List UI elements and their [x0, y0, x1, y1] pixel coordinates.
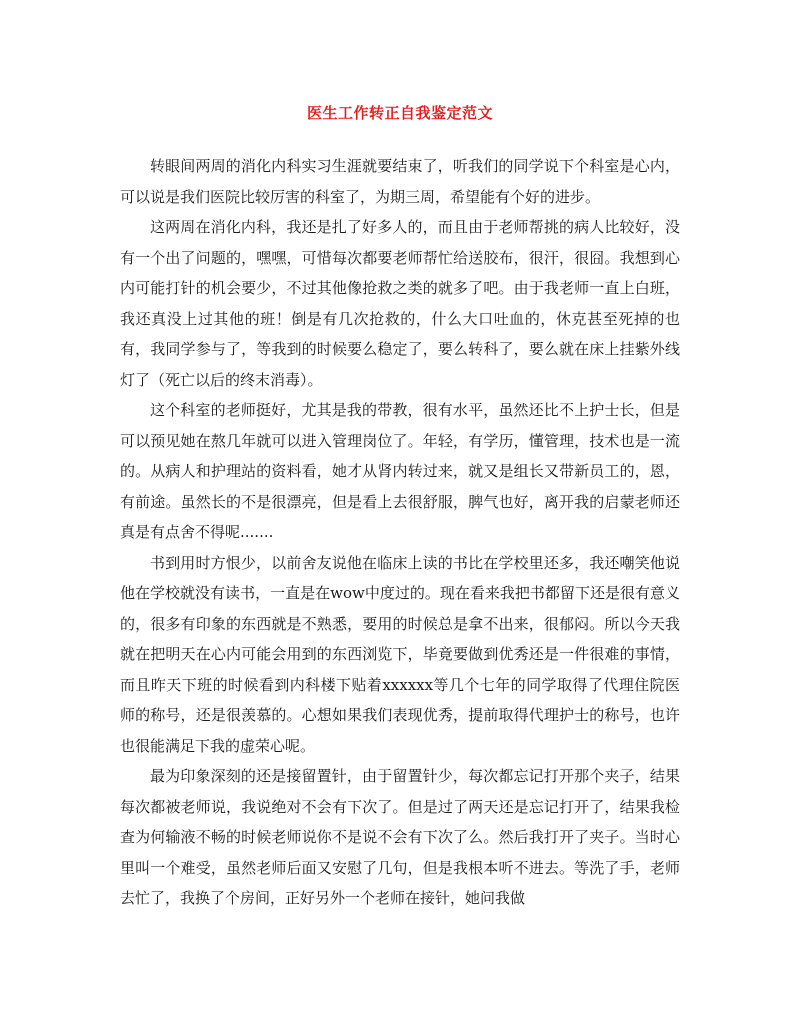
paragraph: 最为印象深刻的还是接留置针，由于留置针少，每次都忘记打开那个夹子，结果每次都被老师说，我说绝对不会有下次了。但是过了两天还是忘记打开了，结果我检查为何输液不畅的时候老师说你不是说不会有下次了么。然后我打开了夹子。当时心里叫一个难受，虽然老师后面又安慰了几句，但是我根本听不进去。等洗了手，老师去忙了，我换了个房间，正好另外一个老师在接针，她问我做: [120, 767, 680, 907]
paragraph: 转眼间两周的消化内科实习生涯就要结束了，听我们的同学说下个科室是心内，可以说是我们医院比较厉害的科室了，为期三周，希望能有个好的进步。: [120, 157, 680, 206]
document-title: 医生工作转正自我鉴定范文: [306, 104, 493, 122]
paragraph: 这个科室的老师挺好，尤其是我的带教，很有水平，虽然还比不上护士长，但是可以预见她在熬几年就可以进入管理岗位了。年轻，有学历，懂管理，技术也是一流的。从病人和护理站的资料看，她才从肾内转过来，就又是组长又带新员工的，恩，有前途。虽然长的不是很漂亮，但是看上去很舒服，脾气也好，离开我的启蒙老师还真是有点舍不得呢.......: [120, 401, 680, 541]
paragraph: 这两周在消化内科，我还是扎了好多人的，而且由于老师帮挑的病人比较好，没有一个出了问题的，嘿嘿，可惜每次都要老师帮忙给送胶布，很汗，很囧。我想到心内可能打针的机会要少，不过其他像抢救之类的就多了吧。由于我老师一直上白班，我还真没上过其他的班！倒是有几次抢救的，什么大口吐血的，休克甚至死掉的也有，我同学参与了，等我到的时候要么稳定了，要么转科了，要么就在床上挂紫外线灯了（死亡以后的终末消毒）。: [120, 218, 680, 389]
paragraph: 书到用时方恨少，以前舍友说他在临床上读的书比在学校里还多，我还嘲笑他说他在学校就没有读书，一直是在wow中度过的。现在看来我把书都留下还是很有意义的，很多有印象的东西就是不熟悉，要用的时候总是拿不出来，很郁闷。所以今天我就在把明天在心内可能会用到的东西浏览下，毕竟要做到优秀还是一件很难的事情，而且昨天下班的时候看到内科楼下贴着xxxxxx等几个七年的同学取得了代理住院医师的称号，还是很羡慕的。心想如果我们表现优秀，提前取得代理护士的称号，也许也很能满足下我的虚荣心呢。: [120, 553, 680, 755]
document-body: [120, 151, 680, 914]
